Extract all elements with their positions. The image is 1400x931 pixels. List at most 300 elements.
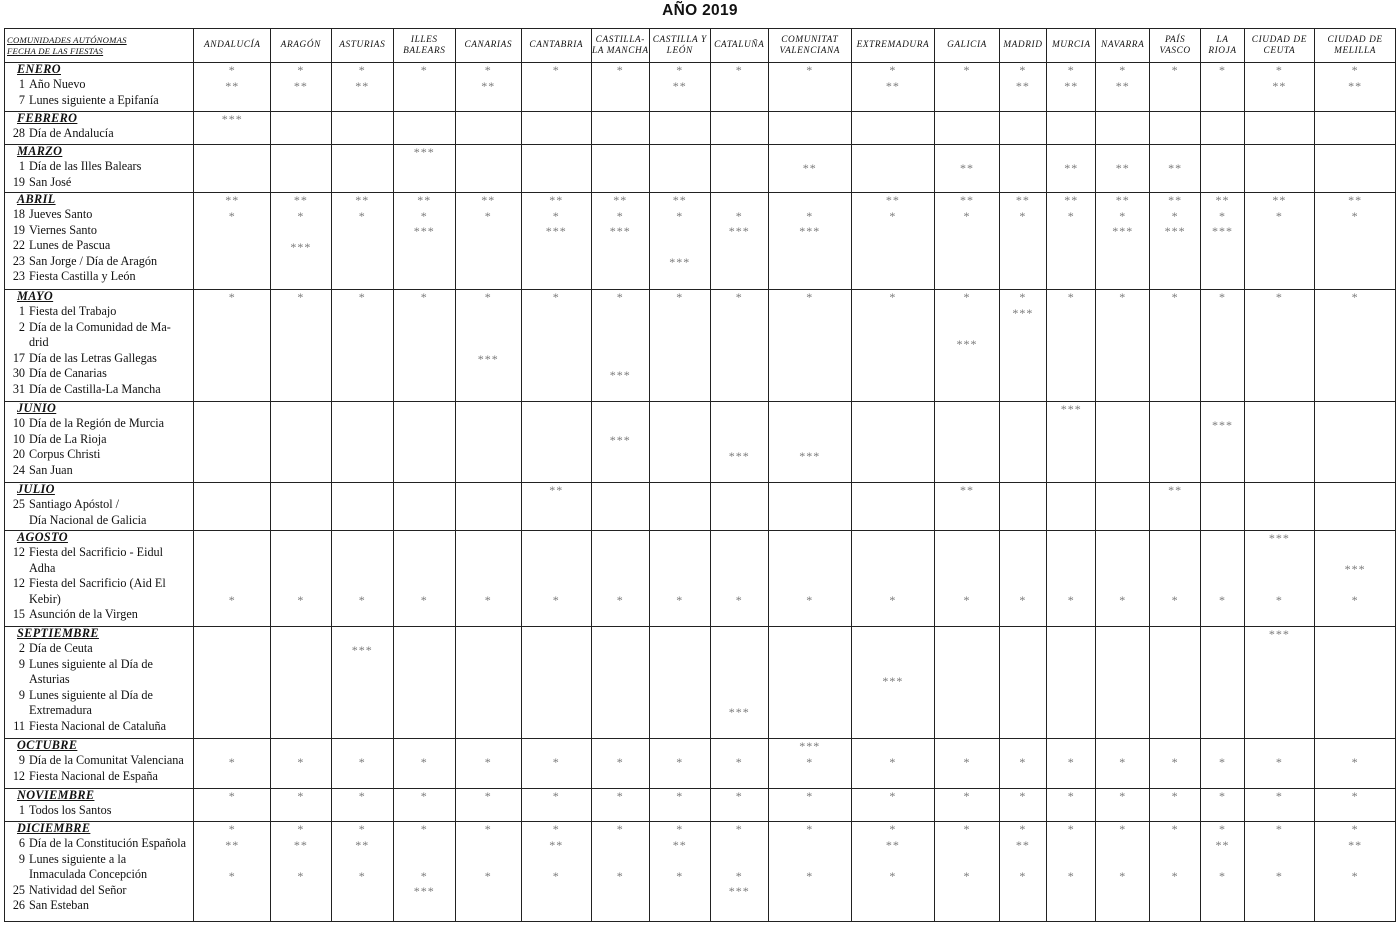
holiday-mark bbox=[194, 352, 270, 368]
holiday-day: 28 bbox=[12, 126, 25, 140]
region-cell bbox=[522, 112, 592, 145]
holiday-mark bbox=[852, 884, 935, 900]
region-cell bbox=[591, 789, 649, 822]
holiday-name: Día de La Rioja bbox=[29, 431, 107, 446]
holiday-mark bbox=[1000, 368, 1046, 384]
holiday-mark bbox=[650, 674, 709, 690]
holiday-mark bbox=[1245, 145, 1315, 161]
holiday-mark bbox=[456, 483, 522, 499]
holiday-mark: ** bbox=[417, 193, 432, 207]
region-cell bbox=[1096, 627, 1149, 739]
holiday-mark bbox=[271, 658, 330, 674]
holiday-mark bbox=[1096, 853, 1148, 869]
holiday-mark bbox=[194, 562, 270, 578]
month-cell bbox=[5, 290, 194, 402]
holiday-mark bbox=[271, 255, 330, 271]
holiday-mark: * bbox=[889, 290, 897, 304]
holiday-mark bbox=[1245, 161, 1315, 177]
holiday-mark bbox=[394, 562, 454, 578]
holiday-mark bbox=[769, 643, 851, 659]
holiday-mark: * bbox=[228, 593, 236, 608]
holiday-name: Día de Castilla-La Mancha bbox=[29, 381, 161, 396]
region-cell bbox=[271, 531, 331, 627]
region-cell bbox=[768, 193, 851, 290]
region-cell bbox=[1047, 112, 1096, 145]
holiday-name: Día Nacional de Galicia bbox=[29, 512, 147, 527]
region-cell bbox=[650, 63, 710, 112]
region-cell bbox=[591, 483, 649, 531]
holiday-mark bbox=[1150, 838, 1200, 854]
holiday-label bbox=[5, 432, 193, 448]
region-cell bbox=[710, 290, 768, 402]
holiday-mark bbox=[1245, 547, 1315, 563]
region-cell bbox=[1096, 531, 1149, 627]
table-header-row bbox=[5, 29, 1396, 63]
region-cell bbox=[394, 112, 455, 145]
holiday-mark: *** bbox=[728, 884, 750, 899]
holiday-mark bbox=[194, 161, 270, 177]
region-cell bbox=[851, 63, 935, 112]
holiday-mark: * bbox=[735, 754, 743, 769]
holiday-mark bbox=[711, 739, 768, 755]
region-cell bbox=[394, 822, 455, 922]
holiday-mark bbox=[1096, 402, 1148, 418]
holiday-mark bbox=[522, 547, 591, 563]
holiday-mark bbox=[1245, 562, 1315, 578]
holiday-mark: * bbox=[616, 789, 624, 803]
holiday-mark bbox=[332, 145, 393, 161]
holiday-mark: * bbox=[1275, 63, 1283, 77]
region-cell bbox=[650, 627, 710, 739]
holiday-mark bbox=[1047, 337, 1095, 353]
holiday-mark bbox=[271, 449, 330, 465]
holiday-name: San Jorge / Día de Aragón bbox=[29, 253, 158, 268]
holiday-mark bbox=[1201, 689, 1243, 705]
holiday-mark bbox=[1000, 499, 1046, 515]
holiday-mark bbox=[650, 578, 709, 594]
region-cell bbox=[1315, 112, 1396, 145]
region-header: CASTILLA-LA MANCHA bbox=[591, 29, 649, 63]
region-cell bbox=[1149, 483, 1200, 531]
region-cell bbox=[1201, 822, 1244, 922]
holiday-mark bbox=[1150, 321, 1200, 337]
holiday-mark bbox=[711, 853, 768, 869]
holiday-mark bbox=[1201, 337, 1243, 353]
holiday-mark: * bbox=[1171, 63, 1179, 77]
region-cell bbox=[851, 483, 935, 531]
holiday-mark bbox=[769, 884, 851, 900]
holiday-mark bbox=[1150, 337, 1200, 353]
region-cell bbox=[650, 531, 710, 627]
holiday-mark bbox=[769, 418, 851, 434]
holiday-mark bbox=[1000, 255, 1046, 271]
region-cell bbox=[591, 531, 649, 627]
holiday-mark bbox=[1201, 402, 1243, 418]
holiday-mark bbox=[711, 531, 768, 547]
month-row bbox=[5, 402, 1396, 483]
holiday-mark bbox=[1150, 449, 1200, 465]
holiday-mark bbox=[650, 449, 709, 465]
holiday-mark bbox=[1245, 658, 1315, 674]
holiday-mark bbox=[332, 499, 393, 515]
holiday-name: Lunes siguiente a Epifanía bbox=[29, 92, 159, 107]
holiday-mark bbox=[1096, 337, 1148, 353]
holiday-mark: *** bbox=[728, 224, 750, 239]
region-header: NAVARRA bbox=[1096, 29, 1149, 63]
holiday-mark bbox=[1315, 418, 1395, 434]
holiday-mark bbox=[1047, 483, 1095, 499]
holiday-mark: *** bbox=[1112, 224, 1134, 239]
month-name: MAYO bbox=[17, 289, 54, 303]
month-row bbox=[5, 531, 1396, 627]
holiday-mark bbox=[1315, 433, 1395, 449]
region-cell bbox=[1096, 112, 1149, 145]
holiday-mark bbox=[1315, 674, 1395, 690]
holiday-mark bbox=[522, 418, 591, 434]
holiday-label bbox=[5, 254, 193, 270]
holiday-mark bbox=[271, 352, 330, 368]
holiday-mark bbox=[769, 337, 851, 353]
holiday-mark bbox=[522, 161, 591, 177]
region-cell bbox=[455, 112, 522, 145]
holiday-mark bbox=[456, 853, 522, 869]
holiday-mark: * bbox=[806, 593, 814, 608]
holiday-mark bbox=[1096, 368, 1148, 384]
holiday-mark bbox=[1245, 433, 1315, 449]
holiday-mark: * bbox=[616, 593, 624, 608]
region-cell bbox=[650, 402, 710, 483]
holiday-mark bbox=[1000, 112, 1046, 128]
holiday-label bbox=[5, 545, 193, 561]
region-cell bbox=[935, 145, 1000, 193]
holiday-mark bbox=[522, 705, 591, 721]
holiday-mark bbox=[332, 240, 393, 256]
holiday-mark bbox=[194, 337, 270, 353]
holiday-name: Día de la Comunitat Valenciana bbox=[29, 753, 184, 767]
holiday-day: 22 bbox=[12, 238, 25, 253]
month-cell bbox=[5, 739, 194, 789]
holiday-mark bbox=[522, 643, 591, 659]
holiday-mark bbox=[650, 306, 709, 322]
region-cell bbox=[271, 789, 331, 822]
holiday-mark bbox=[711, 643, 768, 659]
holiday-name: Lunes siguiente a la bbox=[29, 851, 127, 866]
holiday-mark bbox=[769, 306, 851, 322]
month-row bbox=[5, 193, 1396, 290]
holiday-label bbox=[5, 852, 193, 868]
holiday-mark bbox=[522, 853, 591, 869]
holiday-mark bbox=[456, 499, 522, 515]
region-cell bbox=[1149, 290, 1200, 402]
region-cell bbox=[522, 193, 592, 290]
region-cell bbox=[1047, 290, 1096, 402]
holiday-mark bbox=[271, 499, 330, 515]
month-row bbox=[5, 112, 1396, 145]
region-cell bbox=[1315, 193, 1396, 290]
holiday-mark bbox=[852, 562, 935, 578]
holiday-mark bbox=[456, 705, 522, 721]
holiday-name: Todos los Santos bbox=[29, 803, 112, 817]
holiday-mark bbox=[852, 449, 935, 465]
holiday-mark bbox=[456, 240, 522, 256]
region-cell bbox=[935, 193, 1000, 290]
holiday-mark bbox=[394, 418, 454, 434]
holiday-mark bbox=[592, 402, 649, 418]
region-cell bbox=[331, 63, 393, 112]
holiday-name: Kebir) bbox=[29, 591, 61, 606]
holiday-mark bbox=[456, 674, 522, 690]
holiday-mark: * bbox=[1218, 290, 1226, 304]
holiday-mark bbox=[394, 368, 454, 384]
holiday-mark bbox=[769, 145, 851, 161]
region-cell bbox=[271, 193, 331, 290]
month-name: OCTUBRE bbox=[17, 738, 78, 752]
holiday-mark bbox=[711, 627, 768, 643]
region-header: COMUNITAT VALENCIANA bbox=[768, 29, 851, 63]
holiday-mark bbox=[1315, 531, 1395, 547]
holiday-mark bbox=[394, 402, 454, 418]
holiday-mark bbox=[271, 531, 330, 547]
holiday-mark: *** bbox=[882, 673, 904, 688]
region-cell bbox=[522, 145, 592, 193]
holiday-mark: * bbox=[358, 593, 366, 608]
holiday-mark bbox=[592, 321, 649, 337]
holiday-mark: * bbox=[1218, 593, 1226, 608]
holiday-mark bbox=[1047, 838, 1095, 854]
holiday-name: Día de las Illes Balears bbox=[29, 159, 142, 173]
holiday-mark: ** bbox=[1215, 837, 1230, 852]
holiday-mark: * bbox=[1119, 822, 1127, 836]
holiday-mark bbox=[852, 240, 935, 256]
holiday-mark bbox=[592, 627, 649, 643]
region-cell bbox=[194, 627, 271, 739]
holiday-mark bbox=[1201, 321, 1243, 337]
holiday-mark bbox=[194, 705, 270, 721]
holiday-label bbox=[5, 497, 193, 513]
holiday-mark: ** bbox=[481, 193, 496, 207]
holiday-mark: ** bbox=[549, 193, 564, 207]
holiday-label bbox=[5, 207, 193, 223]
holiday-mark: *** bbox=[609, 433, 631, 448]
holiday-mark bbox=[852, 306, 935, 322]
holiday-day: 7 bbox=[18, 92, 25, 107]
holiday-mark bbox=[1315, 884, 1395, 900]
region-cell bbox=[331, 112, 393, 145]
region-cell bbox=[1096, 63, 1149, 112]
region-cell bbox=[1096, 739, 1149, 789]
holiday-mark: ** bbox=[613, 193, 628, 207]
holiday-mark bbox=[650, 705, 709, 721]
holiday-day: 17 bbox=[12, 350, 25, 365]
holiday-mark bbox=[1000, 449, 1046, 465]
holiday-mark: * bbox=[616, 290, 624, 304]
holiday-mark bbox=[852, 161, 935, 177]
holiday-mark bbox=[1000, 674, 1046, 690]
holiday-label bbox=[5, 657, 193, 673]
region-cell bbox=[1047, 193, 1096, 290]
holiday-mark: * bbox=[1275, 822, 1283, 836]
holiday-mark: * bbox=[297, 290, 305, 304]
holiday-mark: * bbox=[1351, 290, 1359, 304]
holiday-mark: * bbox=[889, 208, 897, 223]
holiday-mark: ** bbox=[549, 483, 564, 497]
region-cell bbox=[394, 627, 455, 739]
holiday-day: 10 bbox=[12, 431, 25, 446]
holiday-mark bbox=[592, 531, 649, 547]
region-cell bbox=[1096, 483, 1149, 531]
holiday-mark bbox=[1047, 224, 1095, 240]
holiday-mark: * bbox=[1218, 868, 1226, 883]
holiday-mark: ** bbox=[1215, 193, 1230, 207]
holiday-mark bbox=[1096, 240, 1148, 256]
holiday-name: San Esteban bbox=[29, 898, 89, 913]
holiday-mark bbox=[1096, 483, 1148, 499]
holiday-mark bbox=[852, 224, 935, 240]
region-cell bbox=[1096, 145, 1149, 193]
region-cell bbox=[1149, 789, 1200, 822]
holiday-mark bbox=[1201, 643, 1243, 659]
holiday-mark: * bbox=[1351, 208, 1359, 223]
holiday-mark: *** bbox=[669, 255, 691, 270]
holiday-mark: ** bbox=[1064, 78, 1079, 93]
region-cell bbox=[394, 63, 455, 112]
holiday-mark bbox=[1096, 499, 1148, 515]
holiday-name: Año Nuevo bbox=[29, 77, 86, 91]
holiday-mark bbox=[1096, 145, 1148, 161]
region-cell bbox=[1315, 789, 1396, 822]
holiday-mark bbox=[194, 433, 270, 449]
holiday-mark: * bbox=[484, 868, 492, 883]
holiday-mark bbox=[332, 368, 393, 384]
region-cell bbox=[1047, 789, 1096, 822]
holiday-name: Lunes de Pascua bbox=[29, 238, 111, 253]
holiday-mark bbox=[1245, 578, 1315, 594]
holiday-mark bbox=[852, 705, 935, 721]
holiday-mark bbox=[592, 449, 649, 465]
region-header: ANDALUCÍA bbox=[194, 29, 271, 63]
holiday-mark bbox=[592, 306, 649, 322]
holiday-mark: * bbox=[358, 208, 366, 223]
holiday-label bbox=[5, 769, 193, 785]
holiday-mark: *** bbox=[1012, 305, 1034, 320]
region-cell bbox=[1315, 402, 1396, 483]
region-cell bbox=[768, 63, 851, 112]
holiday-mark bbox=[1096, 531, 1148, 547]
holiday-mark: * bbox=[963, 290, 971, 304]
holiday-mark: * bbox=[484, 290, 492, 304]
holiday-mark: * bbox=[735, 868, 743, 883]
holiday-mark bbox=[522, 145, 591, 161]
holiday-mark bbox=[1047, 562, 1095, 578]
region-cell bbox=[768, 739, 851, 789]
holiday-mark bbox=[394, 838, 454, 854]
holiday-mark bbox=[522, 627, 591, 643]
region-cell bbox=[194, 789, 271, 822]
holiday-mark bbox=[650, 483, 709, 499]
holiday-mark bbox=[271, 337, 330, 353]
holiday-mark bbox=[1047, 884, 1095, 900]
holiday-mark bbox=[935, 578, 999, 594]
region-cell bbox=[194, 193, 271, 290]
holiday-mark bbox=[1201, 79, 1243, 95]
month-row bbox=[5, 789, 1396, 822]
holiday-mark: * bbox=[420, 868, 428, 883]
holiday-mark: * bbox=[889, 822, 897, 836]
holiday-name: Día de Andalucía bbox=[29, 126, 114, 140]
holiday-mark bbox=[935, 838, 999, 854]
holiday-mark: * bbox=[735, 822, 743, 836]
holiday-mark: * bbox=[735, 208, 743, 223]
holiday-mark: * bbox=[889, 593, 897, 608]
holiday-name: Santiago Apóstol / bbox=[29, 497, 120, 511]
holiday-mark bbox=[852, 255, 935, 271]
holiday-mark bbox=[1096, 352, 1148, 368]
holiday-mark bbox=[1201, 884, 1243, 900]
holiday-mark bbox=[456, 368, 522, 384]
holiday-mark: * bbox=[297, 208, 305, 223]
holiday-label-continued bbox=[5, 592, 193, 608]
holiday-mark bbox=[592, 838, 649, 854]
holiday-mark bbox=[1245, 224, 1315, 240]
holiday-mark bbox=[1201, 853, 1243, 869]
holiday-mark bbox=[935, 658, 999, 674]
holiday-mark bbox=[711, 255, 768, 271]
region-cell bbox=[194, 531, 271, 627]
holiday-mark bbox=[1201, 674, 1243, 690]
holiday-mark: * bbox=[676, 754, 684, 769]
holiday-mark: ** bbox=[1015, 193, 1030, 207]
region-header: CASTILLA Y LEÓN bbox=[650, 29, 710, 63]
holiday-mark bbox=[456, 321, 522, 337]
region-cell bbox=[1201, 531, 1244, 627]
holiday-mark bbox=[332, 547, 393, 563]
region-cell bbox=[999, 145, 1046, 193]
holiday-mark bbox=[935, 240, 999, 256]
month-name: NOVIEMBRE bbox=[17, 788, 95, 802]
holiday-mark bbox=[1047, 368, 1095, 384]
region-cell bbox=[999, 822, 1046, 922]
holiday-mark: ** bbox=[960, 193, 974, 207]
holiday-mark bbox=[332, 483, 393, 499]
holiday-mark: * bbox=[1171, 754, 1179, 769]
holiday-mark bbox=[852, 547, 935, 563]
holiday-mark bbox=[769, 627, 851, 643]
holiday-mark bbox=[456, 224, 522, 240]
holiday-mark bbox=[650, 562, 709, 578]
holiday-mark: * bbox=[676, 593, 684, 608]
holiday-mark bbox=[711, 193, 768, 209]
holiday-mark bbox=[650, 224, 709, 240]
region-cell bbox=[710, 531, 768, 627]
holiday-mark: * bbox=[358, 754, 366, 769]
holiday-mark: ** bbox=[1115, 193, 1130, 207]
holiday-day: 25 bbox=[12, 497, 25, 511]
region-cell bbox=[271, 63, 331, 112]
holiday-mark bbox=[394, 739, 454, 755]
holiday-mark bbox=[456, 627, 522, 643]
holiday-mark: * bbox=[616, 63, 624, 77]
holiday-mark bbox=[1150, 433, 1200, 449]
holiday-label bbox=[5, 159, 193, 175]
region-cell bbox=[1047, 627, 1096, 739]
holiday-mark bbox=[1150, 352, 1200, 368]
month-row bbox=[5, 63, 1396, 112]
holiday-mark bbox=[271, 433, 330, 449]
holiday-mark: ** bbox=[1064, 160, 1079, 175]
region-cell bbox=[271, 402, 331, 483]
holiday-mark: ** bbox=[960, 160, 974, 175]
holiday-mark: * bbox=[1119, 208, 1127, 223]
